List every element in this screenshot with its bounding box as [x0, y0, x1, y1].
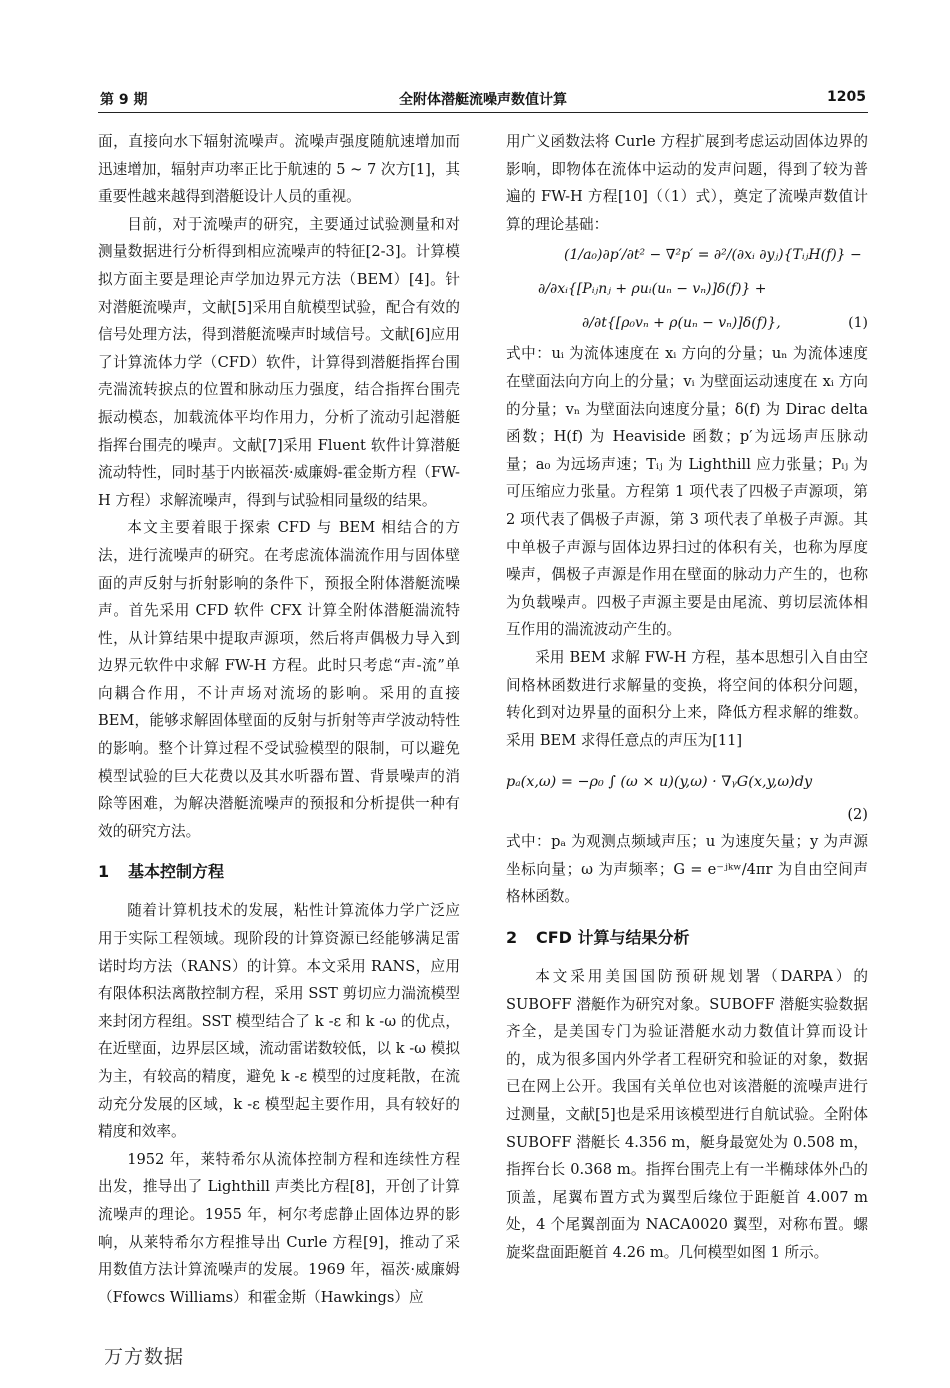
paragraph: 面，直接向水下辐射流噪声。流噪声强度随航速增加而迅速增加，辐射声功率正比于航速的 5 ~ 7 次方[1]，其重要性越来越得到潜艇设计人员的重视。: [98, 133, 460, 206]
running-header: [98, 86, 868, 112]
section-title: 基本控制方程: [128, 862, 225, 882]
issue-number: 第 9 期: [100, 92, 148, 108]
section-number: 2: [506, 928, 518, 948]
paragraph: 目前，对于流噪声的研究，主要通过试验测量和对测量数据进行分析得到相应流噪声的特征[2-3]。计算模拟方面主要是理论声学加边界元方法（BEM）[4]。针对潜艇流噪声，文献[5]采用自航模型试验，配合有效的信号处理方法，得到潜艇流噪声时域信号。文献[6]应用了计算流体力学（CFD）软件，计算得到潜艇指挥台围壳湍流转捩点的位置和脉动压力强度，结合指挥台围壳振动模态，加载流体平均作用力，分析了流动引起潜艇指挥台围壳的噪声。文献[7]采用 Fluent 软件计算潜艇流动特性，同时基于内嵌福茨·威廉姆-霍金斯方程（FW-H 方程）求解流噪声，得到与试验相同量级的结果。: [98, 215, 460, 509]
paragraph: 式中：uᵢ 为流体速度在 xᵢ 方向的分量；uₙ 为流体速度在壁面法向方向上的分量；vᵢ 为壁面运动速度在 xᵢ 方向的分量；vₙ 为壁面法向速度分量；δ(f) 为 Dirac delta 函数；H(f) 为 Heaviside 函数；p′为远场声压脉动量；a₀ 为远场声速；Tᵢⱼ 为 Lighthill 应力张量；Pᵢⱼ 为可压缩应力张量。方程第 1 项代表了四极子声源项，第 2 项代表了偶极子声源，第 3 项代表了单极子声源。其中单极子声源与固体边界扫过的体积有关，也称为厚度噪声，偶极子声源是作用在壁面的脉动力产生的，也称为负载噪声。四极子声源主要是由尾流、剪切层流体相互作用的湍流波动产生的。: [506, 345, 868, 639]
paragraph: 式中：pₐ 为观测点频域声压；u 为速度矢量；y 为声源坐标向量；ω 为声频率；G = e⁻ʲᵏʷ/4πr 为自由空间声格林函数。: [506, 833, 868, 906]
equation-line: ∂/∂xᵢ{[Pᵢⱼnⱼ + ρuᵢ(uₙ − vₙ)]δ(f)} +: [538, 281, 767, 298]
paragraph: 本文主要着眼于探索 CFD 与 BEM 相结合的方法，进行流噪声的研究。在考虑流体湍流作用与固体壁面的声反射与折射影响的条件下，预报全附体潜艇流噪声。首先采用 CFD 软件 CFX 计算全附体潜艇湍流特性，从计算结果中提取声源项，然后将声偶极力导入到边界元软件中求解 FW-H 方程。此时只考虑“声-流”单向耦合作用，不计声场对流场的影响。采用的直接 BEM，能够求解固体壁面的反射与折射等声学波动特性的影响。整个计算过程不受试验模型的限制，可以避免模型试验的巨大花费以及其水听器布置、背景噪声的消除等困难，为解决潜艇流噪声的预报和分析提供一种有效的研究方法。: [98, 519, 460, 840]
section-title: CFD 计算与结果分析: [536, 928, 690, 948]
left-column: [98, 128, 460, 1311]
page-number: 1205: [827, 89, 866, 105]
watermark: 万方数据: [104, 1346, 185, 1368]
section-number: 1: [98, 862, 110, 882]
equation-line: [506, 306, 868, 340]
equation-text: ∂/∂t{[ρ₀vₙ + ρ(uₙ − vₙ)]δ(f)},: [582, 315, 781, 332]
paragraph: 1952 年，莱特希尔从流体控制方程和连续性方程出发，推导出了 Lighthill 声类比方程[8]，开创了计算流噪声的理论。1955 年，柯尔考虑静止固体边界的影响，从莱特希尔方程推导出 Curle 方程[9]，推动了采用数值方法计算流噪声的发展。1969 年，福茨·威廉姆（Ffowcs Williams）和霍金斯（Hawkings）应: [98, 1150, 460, 1306]
equation-number: (2): [847, 806, 868, 824]
equation-line: (1/a₀)∂p′/∂t² − ∇²p′ = ∂²/(∂xᵢ ∂yⱼ){TᵢⱼH(f)} −: [564, 247, 862, 264]
equation-1: [506, 238, 868, 340]
paragraph: 用广义函数法将 Curle 方程扩展到考虑运动固体边界的影响，即物体在流体中运动的发声问题，得到了较为普遍的 FW-H 方程[10]（（1）式），奠定了流噪声数值计算的理论基础：: [506, 133, 868, 233]
section-heading: [98, 857, 460, 887]
paragraph: 本文采用美国国防预研规划署（DARPA）的 SUBOFF 潜艇作为研究对象。SUBOFF 潜艇实验数据齐全，是美国专门为验证潜艇水动力数值计算而设计的，成为很多国内外学者工程研究和验证的对象，数据已在网上公开。我国有关单位也对该潜艇的流噪声进行过测量，文献[5]也是采用该模型进行自航试验。全附体 SUBOFF 潜艇长 4.356 m，艇身最宽处为 0.508 m，指挥台长 0.368 m。指挥台围壳上有一半椭球体外凸的顶盖，尾翼布置方式为翼型后缘位于距艇首 4.007 m 处，4 个尾翼剖面为 NACA0020 翼型，对称布置。螺旋桨盘面距艇首 4.26 m。几何模型如图 1 所示。: [506, 968, 868, 1261]
header-rule: [98, 112, 868, 113]
equation-number: (1): [848, 315, 868, 332]
paragraph: 采用 BEM 求解 FW-H 方程，基本思想引入自由空间格林函数进行求解量的变换，将空间的体积分问题，转化到对边界量的面积分上来，降低方程求解的维数。采用 BEM 求得任意点的声压为[11]: [506, 648, 868, 749]
equation-2: pₐ(x,ω) = −ρ₀ ∫ (ω × u)(y,ω) · ∇ᵧG(x,y,ω)dy: [506, 774, 813, 791]
section-heading: [506, 923, 868, 953]
right-column: [506, 128, 868, 1267]
paragraph: 随着计算机技术的发展，粘性计算流体力学广泛应用于实际工程领域。现阶段的计算资源已经能够满足雷诺时均方法（RANS）的计算。本文采用 RANS，应用有限体积法离散控制方程，采用 SST 剪切应力湍流模型来封闭方程组。SST 模型结合了 k -ε 和 k -ω 的优点，在近壁面，边界层区域，流动雷诺数较低，以 k -ω 模拟为主，有较高的精度，避免 k -ε 模型的过度耗散，在流动充分发展的区域，k -ε 模型起主要作用，具有较好的精度和效率。: [98, 902, 460, 1141]
running-title: 全附体潜艇流噪声数值计算: [399, 92, 567, 108]
